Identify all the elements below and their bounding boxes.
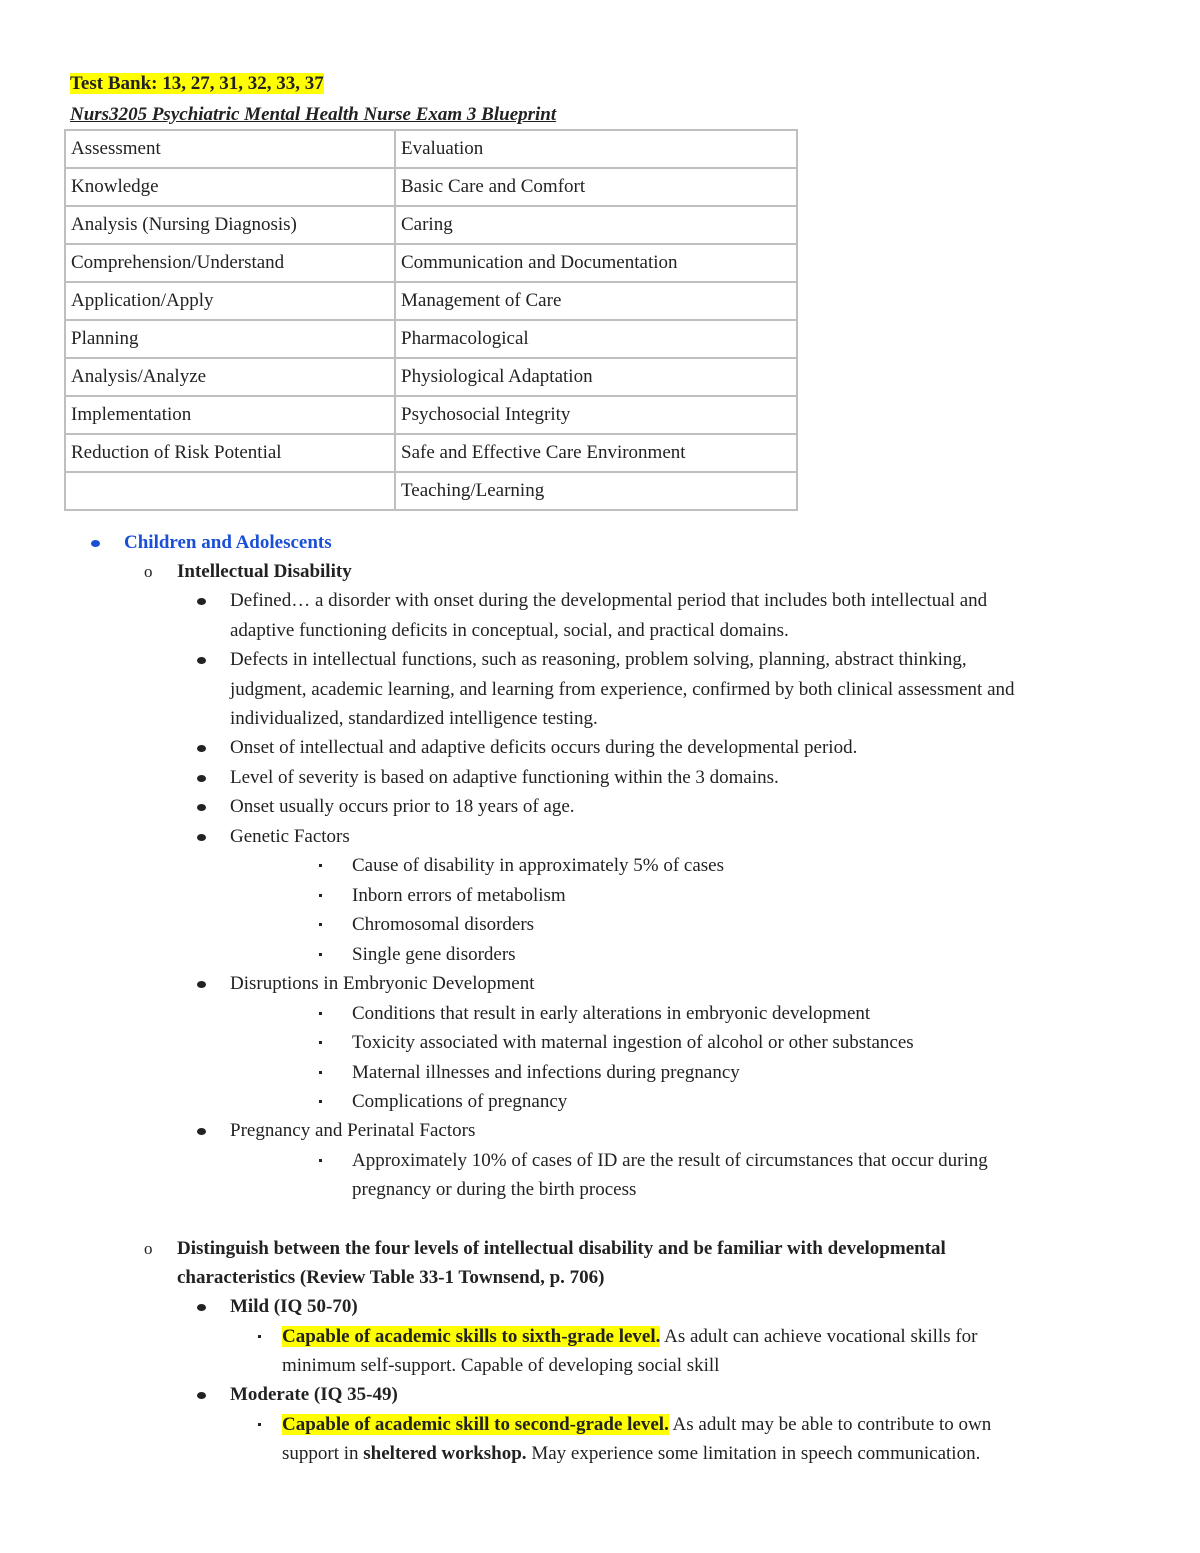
list-item: individualized, standardized intelligence testing. <box>230 708 598 729</box>
bullet-icon <box>197 1304 206 1311</box>
table-cell: Implementation <box>65 396 395 434</box>
list-item: judgment, academic learning, and learning from experience, confirmed by both clinical assessment and <box>230 679 1015 700</box>
bullet-icon <box>197 1392 206 1399</box>
table-cell: Teaching/Learning <box>395 472 797 510</box>
table-cell: Basic Care and Comfort <box>395 168 797 206</box>
list-item: pregnancy or during the birth process <box>352 1179 637 1200</box>
square-bullet-icon <box>258 1423 261 1426</box>
highlight-text: Capable of academic skill to second-grade level. <box>282 1414 669 1435</box>
square-bullet-icon <box>319 1100 322 1103</box>
table-row <box>65 244 797 282</box>
list-item-text: As adult may be able to contribute to own <box>668 1414 992 1435</box>
table-row <box>65 472 797 510</box>
test-bank-label <box>70 72 324 96</box>
square-bullet-icon <box>319 864 322 867</box>
list-item: Defined… a disorder with onset during the developmental period that includes both intellectual and <box>230 590 988 611</box>
list-item <box>282 1322 978 1351</box>
list-item: Toxicity associated with maternal ingestion of alcohol or other substances <box>352 1032 914 1053</box>
table-cell: Pharmacological <box>395 320 797 358</box>
section-title: Children and Adolescents <box>124 532 332 553</box>
bullet-icon <box>197 598 206 605</box>
subsection-title: Intellectual Disability <box>177 561 352 582</box>
list-item: Genetic Factors <box>230 826 350 847</box>
square-bullet-icon <box>319 923 322 926</box>
table-cell: Reduction of Risk Potential <box>65 434 395 472</box>
square-bullet-icon <box>319 1071 322 1074</box>
list-item: Maternal illnesses and infections during pregnancy <box>352 1062 740 1083</box>
table-cell: Analysis (Nursing Diagnosis) <box>65 206 395 244</box>
highlight-text: Capable of academic skills to sixth-grade level. <box>282 1326 661 1347</box>
table-row <box>65 434 797 472</box>
table-row <box>65 282 797 320</box>
table-cell: Physiological Adaptation <box>395 358 797 396</box>
bullet-icon <box>197 804 206 811</box>
bullet-icon <box>91 540 100 547</box>
square-bullet-icon <box>319 894 322 897</box>
table-cell: Caring <box>395 206 797 244</box>
bullet-icon <box>197 981 206 988</box>
list-item: Inborn errors of metabolism <box>352 885 566 906</box>
table-cell: Management of Care <box>395 282 797 320</box>
table-cell: Comprehension/Understand <box>65 244 395 282</box>
table-cell: Communication and Documentation <box>395 244 797 282</box>
outline-bullet-icon: o <box>144 1239 153 1258</box>
level-title-mild: Mild (IQ 50-70) <box>230 1296 358 1317</box>
table-row <box>65 206 797 244</box>
table-cell <box>65 472 395 510</box>
list-item: Chromosomal disorders <box>352 914 535 935</box>
table-cell: Evaluation <box>395 130 797 168</box>
list-item: minimum self-support. Capable of developing social skill <box>282 1355 720 1376</box>
table-cell: Planning <box>65 320 395 358</box>
square-bullet-icon <box>319 1159 322 1162</box>
table-cell: Knowledge <box>65 168 395 206</box>
table-row <box>65 168 797 206</box>
test-bank-text: Test Bank: 13, 27, 31, 32, 33, 37 <box>70 73 324 94</box>
list-item-text: May experience some limitation in speech communication. <box>526 1443 981 1464</box>
outline-bullet-icon: o <box>144 562 153 581</box>
subsection-title: Distinguish between the four levels of intellectual disability and be familiar with developmental <box>177 1238 946 1259</box>
level-title-moderate: Moderate (IQ 35-49) <box>230 1384 398 1405</box>
list-item: Complications of pregnancy <box>352 1091 568 1112</box>
table-cell: Assessment <box>65 130 395 168</box>
square-bullet-icon <box>258 1335 261 1338</box>
table-row <box>65 358 797 396</box>
table-row <box>65 396 797 434</box>
bullet-icon <box>197 1128 206 1135</box>
document-title: Nurs3205 Psychiatric Mental Health Nurse Exam 3 Blueprint <box>70 104 557 125</box>
list-item: Cause of disability in approximately 5% of cases <box>352 855 724 876</box>
list-item: Approximately 10% of cases of ID are the result of circumstances that occur during <box>352 1150 988 1171</box>
square-bullet-icon <box>319 1012 322 1015</box>
bullet-icon <box>197 775 206 782</box>
list-item <box>282 1410 991 1439</box>
list-item: Single gene disorders <box>352 944 516 965</box>
bullet-icon <box>197 657 206 664</box>
square-bullet-icon <box>319 953 322 956</box>
list-item <box>282 1439 980 1468</box>
list-item: Onset of intellectual and adaptive deficits occurs during the developmental period. <box>230 737 858 758</box>
table-cell: Application/Apply <box>65 282 395 320</box>
list-item: adaptive functioning deficits in conceptual, social, and practical domains. <box>230 620 789 641</box>
list-item: Disruptions in Embryonic Development <box>230 973 535 994</box>
list-item: Conditions that result in early alterations in embryonic development <box>352 1003 871 1024</box>
subsection-title: characteristics (Review Table 33-1 Townsend, p. 706) <box>177 1267 605 1288</box>
table-cell: Psychosocial Integrity <box>395 396 797 434</box>
list-item-text: As adult can achieve vocational skills for <box>660 1326 978 1347</box>
bold-text: sheltered workshop. <box>363 1443 527 1464</box>
bullet-icon <box>197 745 206 752</box>
list-item: Level of severity is based on adaptive functioning within the 3 domains. <box>230 767 779 788</box>
table-cell: Safe and Effective Care Environment <box>395 434 797 472</box>
list-item: Defects in intellectual functions, such as reasoning, problem solving, planning, abstract thinking, <box>230 649 967 670</box>
list-item-text: support in <box>282 1443 364 1464</box>
list-item: Pregnancy and Perinatal Factors <box>230 1120 476 1141</box>
list-item: Onset usually occurs prior to 18 years of age. <box>230 796 575 817</box>
blueprint-table <box>64 129 798 511</box>
table-row <box>65 130 797 168</box>
table-cell: Analysis/Analyze <box>65 358 395 396</box>
table-row <box>65 320 797 358</box>
bullet-icon <box>197 834 206 841</box>
square-bullet-icon <box>319 1041 322 1044</box>
